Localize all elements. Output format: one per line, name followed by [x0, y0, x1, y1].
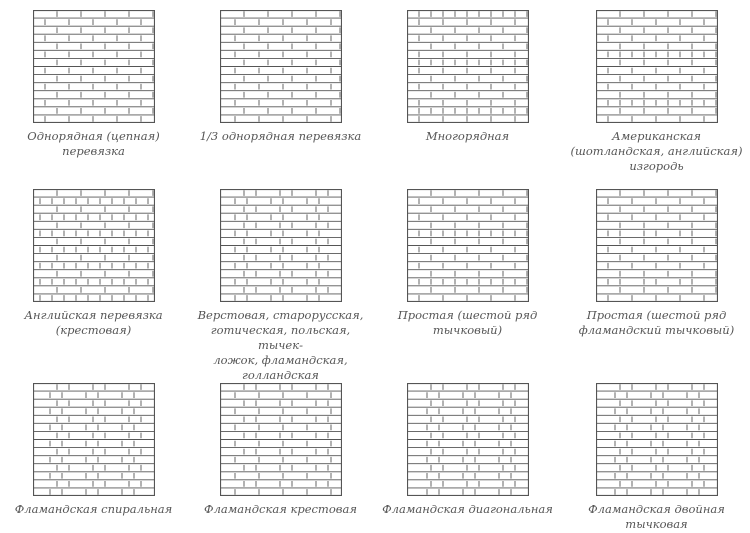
panel-caption: Многорядная — [425, 129, 510, 143]
panel-flemish-spiral — [0, 383, 187, 517]
bond-pattern — [596, 383, 718, 496]
panel-caption: Верстовая, старорусская, готическая, польская, тычек- ложок, фламандская, голландская — [197, 308, 364, 382]
panel-caption: Однорядная (цепная) перевязка — [27, 129, 160, 158]
bond-pattern — [596, 189, 718, 302]
bond-pattern — [596, 10, 718, 123]
panel-third — [187, 10, 374, 144]
panel-caption: Фламандская двойная тычковая — [588, 502, 725, 531]
bond-pattern — [407, 10, 529, 123]
panel-flemish-cross — [187, 383, 374, 517]
bond-pattern — [407, 189, 529, 302]
panel-multi — [374, 10, 561, 144]
panel-caption: Фламандская диагональная — [382, 502, 553, 516]
panel-caption: 1/3 однорядная перевязка — [199, 129, 362, 143]
panel-caption: Простая (шестой ряд фламандский тычковый) — [578, 308, 735, 337]
panel-running — [0, 10, 187, 159]
bond-pattern — [33, 383, 155, 496]
panel-simple — [374, 189, 561, 338]
panel-flemish-double — [563, 383, 750, 532]
panel-caption: Фламандская крестовая — [204, 502, 357, 516]
panel-caption: Фламандская спиральная — [14, 502, 173, 516]
panel-simple-flemish — [563, 189, 750, 338]
panel-flemish-diagonal — [374, 383, 561, 517]
bond-pattern — [33, 10, 155, 123]
bond-pattern — [407, 383, 529, 496]
bond-pattern — [33, 189, 155, 302]
panel-english — [0, 189, 187, 338]
panel-cross — [187, 189, 374, 383]
bond-pattern — [220, 10, 342, 123]
panel-caption: Английская перевязка (крестовая) — [24, 308, 163, 337]
panel-caption: Американская (шотландская, английская) изгородь — [570, 129, 743, 173]
panel-caption: Простая (шестой ряд тычковый) — [397, 308, 538, 337]
panel-american — [563, 10, 750, 174]
bond-pattern — [220, 383, 342, 496]
bond-pattern — [220, 189, 342, 302]
